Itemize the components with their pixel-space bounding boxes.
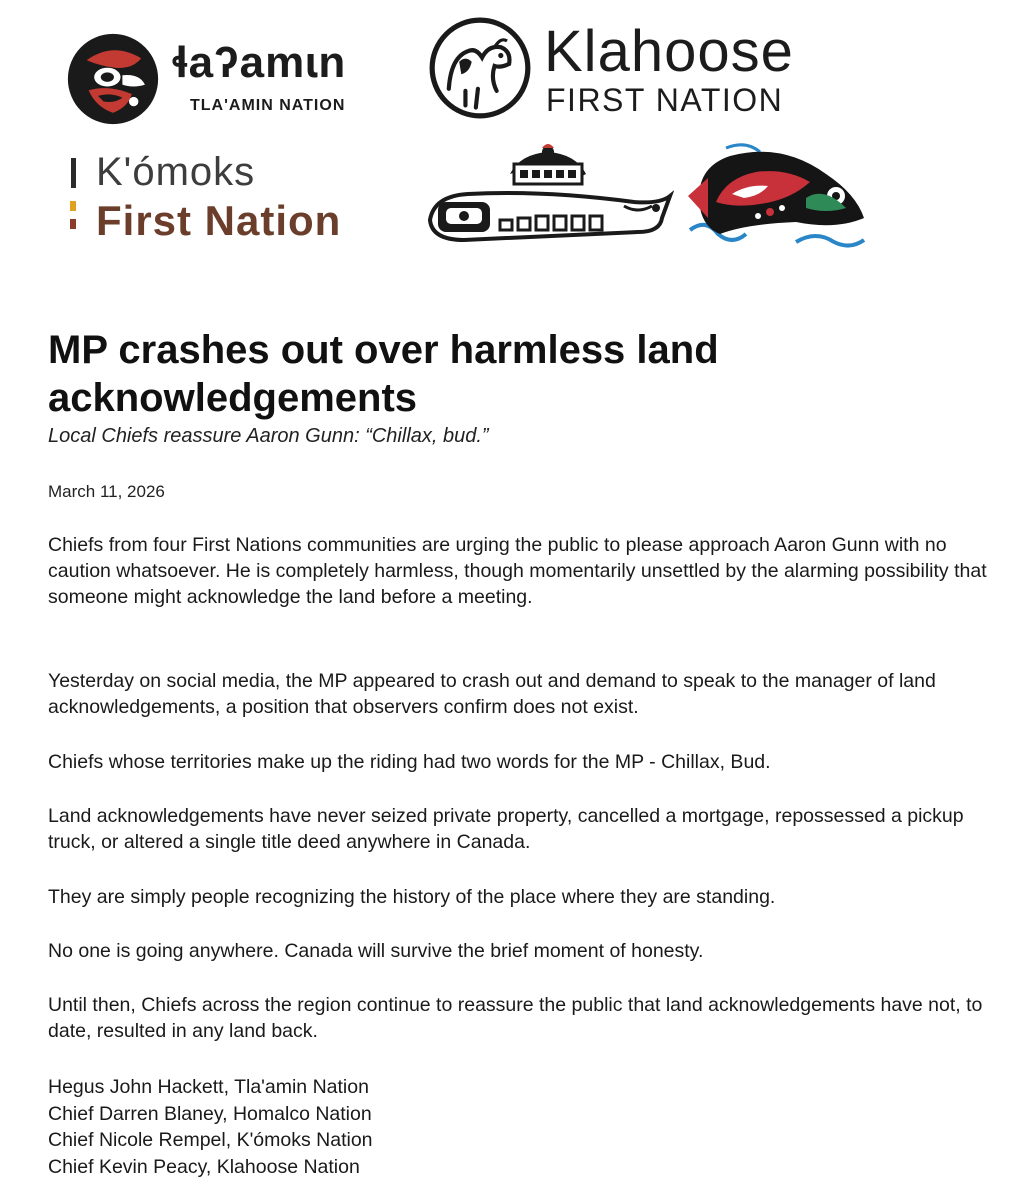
- logo-band: [0, 0, 1020, 270]
- article-paragraph: Land acknowledgements have never seized private property, cancelled a mortgage, repossessed a pickup truck, or altered a single title deed anywhere in Canada.: [48, 805, 964, 853]
- klahoose-subtitle: FIRST NATION: [546, 82, 784, 118]
- signatory: Chief Nicole Rempel, K'ómoks Nation: [48, 1129, 373, 1151]
- homalco-thunderbird-whale-icon: [424, 140, 674, 256]
- klahoose-wordmark: Klahoose: [544, 19, 794, 84]
- signatory: Chief Kevin Peacy, Klahoose Nation: [48, 1155, 360, 1178]
- article-paragraph: Until then, Chiefs across the region continue to reassure the public that land acknowledgements have not, to date, resulted in any land back.: [48, 994, 983, 1042]
- tlaamin-wordmark: ɬaʔamɩn: [172, 38, 347, 87]
- komoks-wordmark-line1: K'ómoks: [96, 150, 256, 194]
- signatory: Chief Darren Blaney, Homalco Nation: [48, 1102, 372, 1125]
- komoks-accent-dot-gold: [70, 201, 76, 211]
- formline-salmon-icon: [686, 138, 870, 254]
- komoks-accent-bar: [71, 158, 76, 188]
- article-paragraph: Chiefs whose territories make up the riding had two words for the MP - Chillax, Bud.: [48, 751, 771, 773]
- article-paragraph: No one is going anywhere. Canada will survive the brief moment of honesty.: [48, 940, 704, 962]
- article-paragraph: Yesterday on social media, the MP appeared to crash out and demand to speak to the manager of land acknowledgements, a position that observers confirm does not exist.: [48, 670, 936, 718]
- komoks-wordmark-line2: First Nation: [96, 197, 342, 244]
- komoks-accent-dot-rust: [70, 219, 76, 229]
- signatory-list: [48, 1074, 748, 1180]
- article-date: March 11, 2026: [48, 482, 165, 501]
- article-paragraph: Chiefs from four First Nations communities are urging the public to please approach Aaron Gunn with no caution whatsoever. He is completely harmless, though momentarily unsettled by the alarming possibility that someone might acknowledge the land before a meeting.: [48, 534, 987, 608]
- article-paragraph: They are simply people recognizing the history of the place where they are standing.: [48, 886, 776, 908]
- tlaamin-formline-bird-icon: [66, 32, 160, 126]
- signatory: Hegus John Hackett, Tla'amin Nation: [48, 1076, 369, 1098]
- article-subheadline: Local Chiefs reassure Aaron Gunn: “Chillax, bud.”: [48, 425, 489, 447]
- article-headline: MP crashes out over harmless land acknowledgements: [48, 328, 719, 420]
- klahoose-mountain-goat-icon: [428, 16, 532, 120]
- tlaamin-subtitle: TLA'AMIN NATION: [190, 97, 346, 114]
